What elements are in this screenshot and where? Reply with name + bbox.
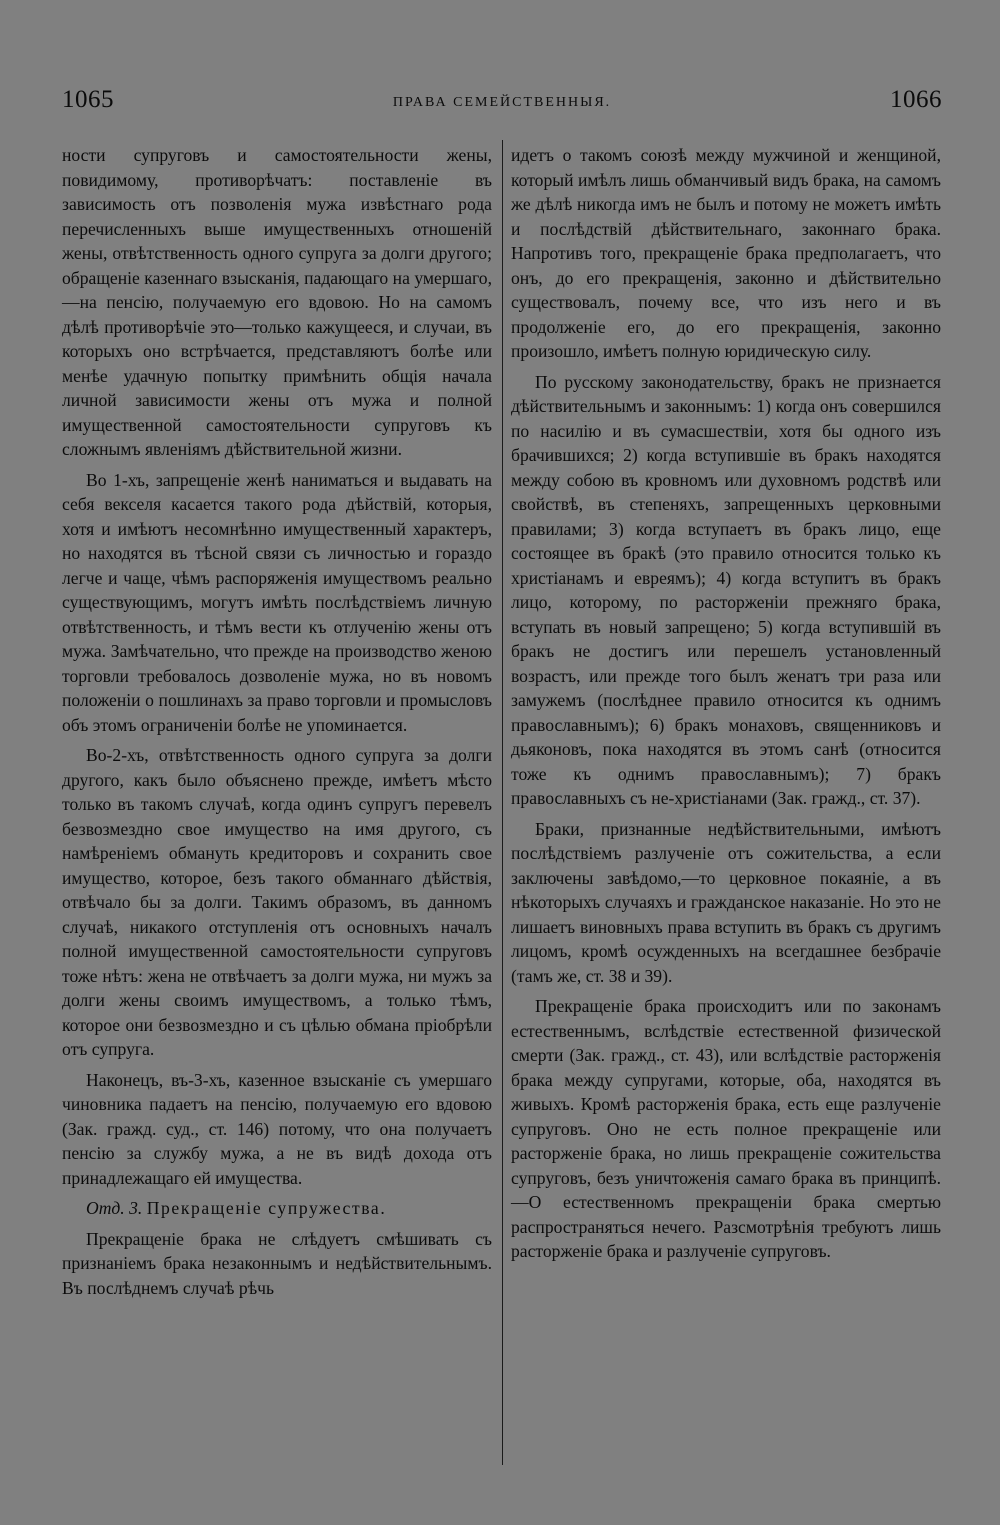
paragraph: Браки, признанные недѣйствительными, имѣютъ послѣдствіемъ разлученіе отъ сожительства, а если заключены завѣдомо,—то церковное покаяніе, а въ нѣкоторыхъ случаяхъ и гражданское наказаніе. Но это не лишаетъ виновныхъ права вступить въ бракъ съ другимъ лицомъ, кромѣ осужденныхъ на всегдашнее безбрачіе (тамъ же, ст. 38 и 39). <box>511 818 941 986</box>
section-heading <box>62 1196 492 1221</box>
page-number-right: 1066 <box>890 86 942 113</box>
paragraph: Прекращеніе брака не слѣдуетъ смѣшивать съ признаніемъ брака незаконнымъ и недѣйствительнымъ. Въ послѣднемъ случаѣ рѣчь <box>62 1228 492 1298</box>
running-title: ПРАВА СЕМЕЙСТВЕННЫЯ. <box>392 95 612 110</box>
page-number-left: 1065 <box>62 86 114 113</box>
left-column <box>62 143 492 1306</box>
paragraph: Во 1-хъ, запрещеніе женѣ наниматься и выдавать на себя векселя касается такого рода дѣйствій, которыя, хотя и имѣютъ несомнѣнно имущественный характеръ, но находятся въ тѣсной связи съ личностью и гораздо легче и чаще, чѣмъ распоряженія имуществомъ реально существующимъ, могутъ имѣть послѣдствіемъ личную отвѣтственность, и тѣмъ вести къ отлученію жены отъ мужа. Замѣчательно, что прежде на производство женою торговли требовалось дозволеніе мужа, но въ новомъ положеніи о пошлинахъ за право торговли и промысловъ объ этомъ ограниченіи болѣе не упоминается. <box>62 469 492 735</box>
section-title: Прекращеніе супружества. <box>146 1198 387 1218</box>
paragraph: Во-2-хъ, отвѣтственность одного супруга за долги другого, какъ было объяснено прежде, имѣетъ мѣсто только въ такомъ случаѣ, когда одинъ супругъ перевелъ безвозмездно свое имущество на имя другого, съ намѣреніемъ обмануть кредиторовъ и сохранить свое имущество, которое, безъ такого обманнаго дѣйствія, отвѣчало бы за долги. Такимъ образомъ, въ данномъ случаѣ, никакого отступленія отъ основныхъ началъ полной имущественной самостоятельности супруговъ тоже нѣтъ: жена не отвѣчаетъ за долги мужа, ни мужъ за долги жены своимъ имуществомъ, а только тѣмъ, которое они безвозмездно и съ цѣлью обмана пріобрѣли отъ супруга. <box>62 745 492 1059</box>
column-divider <box>502 140 503 1465</box>
paragraph: Наконецъ, въ-3-хъ, казенное взысканіе съ умершаго чиновника падаетъ на пенсію, получаемую его вдовою (Зак. гражд. суд., ст. 146) потому, что она получаетъ пенсію за службу мужа, а не въ видѣ дохода отъ принадлежащаго ей имущества. <box>62 1069 492 1188</box>
section-label: Отд. 3. <box>86 1198 143 1218</box>
paragraph: ности супруговъ и самостоятельности жены, повидимому, противорѣчатъ: поставленіе въ зависимость отъ позволенія мужа извѣстнаго рода перечисленныхъ выше имущественныхъ отношеній жены, отвѣтственность одного супруга за долги другого; обращеніе казеннаго взысканія, падающаго на умершаго,—на пенсію, получаемую его вдовою. Но на самомъ дѣлѣ противорѣчіе это—только кажущееся, и случаи, въ которыхъ оно встрѣчается, представляютъ болѣе или менѣе удачную попытку примѣнить общія начала личной зависимости жены отъ мужа и полной имущественной самостоятельности супруговъ къ сложнымъ явленіямъ дѣйствительной жизни. <box>62 145 492 459</box>
page-header <box>62 86 942 120</box>
paragraph: По русскому законодательству, бракъ не признается дѣйствительнымъ и законнымъ: 1) когда онъ совершился по насилію и въ сумасшествіи, хотя бы одного изъ брачившихся; 2) когда вступившіе въ бракъ находятся между собою въ кровномъ или духовномъ родствѣ или свойствѣ, въ степеняхъ, запрещенныхъ церковными правилами; 3) когда вступаетъ въ бракъ лицо, еще состоящее въ бракѣ (это правило относится только къ христіанамъ и евреямъ); 4) когда вступитъ въ бракъ лицо, которому, по расторженіи прежняго брака, вступать въ новый запрещено; 5) когда вступившій въ бракъ не достигъ или перешелъ установленный возрастъ, или прежде того былъ женатъ три раза или замужемъ (послѣднее правило относится къ однимъ православнымъ); 6) бракъ монаховъ, священниковъ и дьяконовъ, пока находятся въ этомъ санѣ (относится тоже къ однимъ православнымъ); 7) бракъ православныхъ съ не-христіанами (Зак. гражд., ст. 37). <box>511 371 941 808</box>
right-column <box>511 143 941 1270</box>
paragraph: идетъ о такомъ союзѣ между мужчиной и женщиной, который имѣлъ лишь обманчивый видъ брака, на самомъ же дѣлѣ никогда имъ не былъ и потому не можетъ имѣть и послѣдствій дѣйствительнаго, законнаго брака. Напротивъ того, прекращеніе брака предполагаетъ, что онъ, до его прекращенія, законно и дѣйствительно существовалъ, почему все, что изъ него и въ продолженіе его, до его прекращенія, законно произошло, имѣетъ полную юридическую силу. <box>511 145 941 361</box>
paragraph: Прекращеніе брака происходитъ или по законамъ естественнымъ, вслѣдствіе естественной физической смерти (Зак. гражд., ст. 43), или вслѣдствіе расторженія брака между супругами, которые, оба, находятся въ живыхъ. Кромѣ расторженія брака, есть еще разлученіе супруговъ. Оно не есть полное прекращеніе или расторженіе брака, но лишь прекращеніе сожительства супруговъ, безъ уничтоженія самаго брака въ принципѣ.—О естественномъ прекращеніи брака смертью распространяться нечего. Разсмотрѣнія требуютъ лишь расторженіе брака и разлученіе супруговъ. <box>511 996 941 1261</box>
